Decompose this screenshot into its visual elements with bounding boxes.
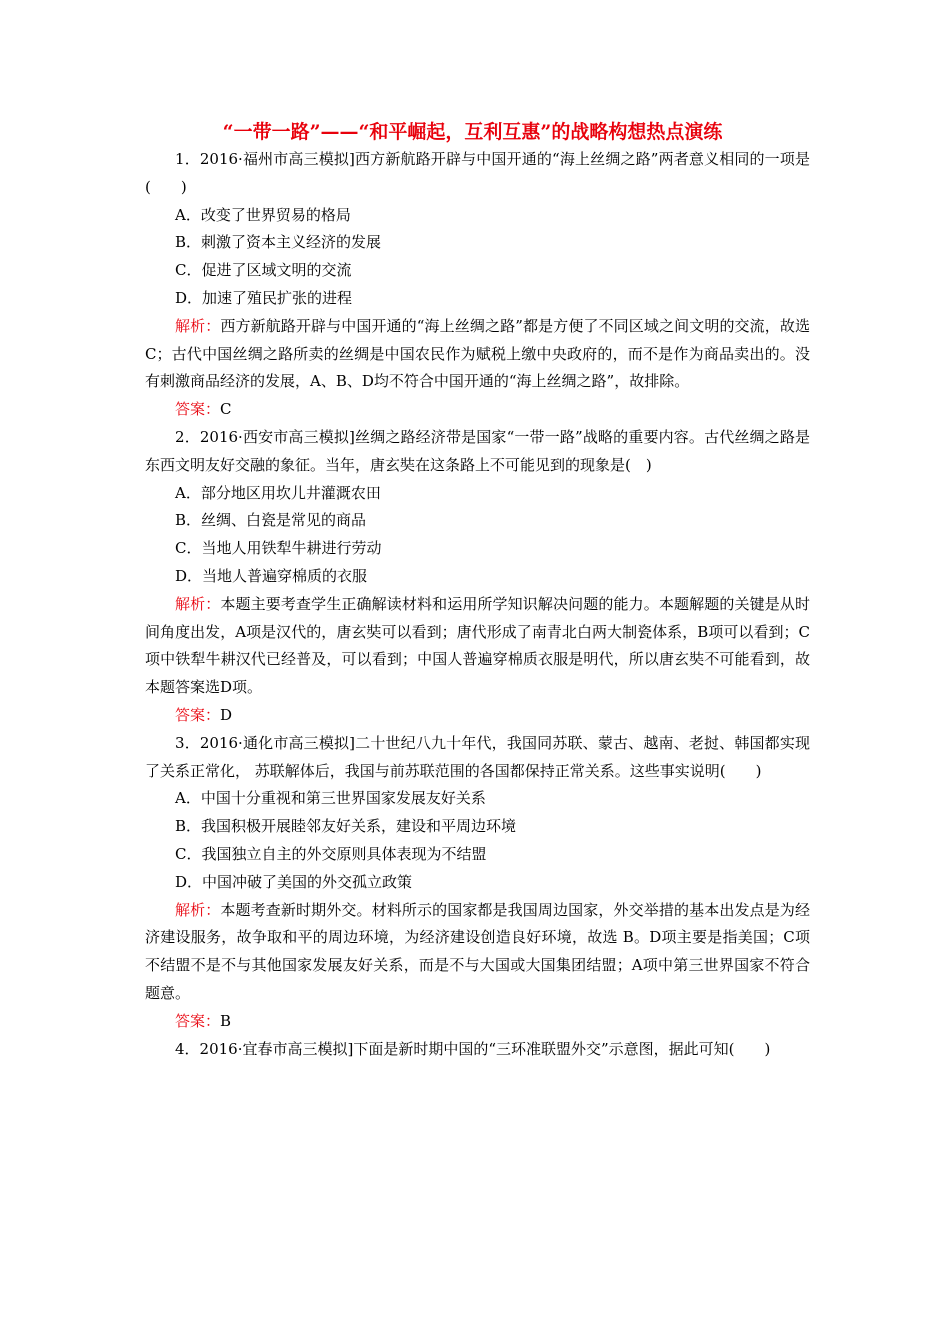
question-stem: 1．2016·福州市高三模拟]西方新航路开辟与中国开通的“海上丝绸之路”两者意义相同的一项是( ): [145, 150, 810, 196]
question-4: [145, 1036, 810, 1064]
answer-label: 答案：: [175, 400, 221, 419]
analysis-label: 解析：: [175, 594, 221, 613]
document-title: “一带一路”——“和平崛起，互利互惠”的战略构想热点演练: [222, 121, 723, 143]
option-b: B．丝绸、白瓷是常见的商品: [175, 511, 367, 530]
answer-value: C: [220, 400, 232, 419]
analysis-paragraph: [145, 897, 810, 1008]
question-3: [145, 730, 810, 1036]
option-c: C．当地人用铁犁牛耕进行劳动: [175, 539, 382, 558]
question-stem: 4．2016·宜春市高三模拟]下面是新时期中国的“三环准联盟外交”示意图，据此可知( ): [175, 1039, 771, 1058]
analysis-paragraph: [145, 591, 810, 702]
analysis-text: 本题考查新时期外交。材料所示的国家都是我国周边国家，外交举措的基本出发点是为经济建设服务，故争取和平的周边环境，为经济建设创造良好环境，故选 B。D项主要是指美国；C项不结盟不是不与其他国家发展友好关系，而是不与大国或大国集团结盟；A项中第三世界国家不符合题意。: [145, 900, 810, 1002]
analysis-label: 解析：: [175, 900, 221, 919]
analysis-label: 解析：: [175, 316, 221, 335]
option-b: B．我国积极开展睦邻友好关系，建设和平周边环境: [175, 817, 517, 836]
option-a: A．部分地区用坎儿井灌溉农田: [175, 483, 381, 502]
answer-line: [145, 1008, 810, 1036]
answer-label: 答案：: [175, 705, 221, 724]
question-stem: 2．2016·西安市高三模拟]丝绸之路经济带是国家“一带一路”战略的重要内容。古代丝绸之路是东西文明友好交融的象征。当年，唐玄奘在这条路上不可能见到的现象是( ): [145, 427, 810, 474]
analysis-paragraph: [145, 313, 810, 396]
option-d: D．加速了殖民扩张的进程: [175, 288, 353, 307]
option-a: A．中国十分重视和第三世界国家发展友好关系: [175, 789, 486, 808]
option-b: B．刺激了资本主义经济的发展: [175, 233, 382, 252]
question-1: [145, 146, 810, 424]
answer-label: 答案：: [175, 1011, 221, 1030]
analysis-text: 西方新航路开辟与中国开通的“海上丝绸之路”都是方便了不同区域之间文明的交流，故选C；古代中国丝绸之路所卖的丝绸是中国农民作为赋税上缴中央政府的，而不是作为商品卖出的。没有刺激商品经济的发展，A、B、D均不符合中国开通的“海上丝绸之路”，故排除。: [145, 316, 810, 391]
option-d: D．中国冲破了美国的外交孤立政策: [175, 872, 413, 891]
answer-value: D: [220, 705, 233, 724]
option-a: A．改变了世界贸易的格局: [175, 205, 351, 224]
option-d: D．当地人普遍穿棉质的衣服: [175, 566, 368, 585]
answer-line: [145, 396, 810, 424]
option-c: C．促进了区域文明的交流: [175, 261, 352, 280]
answer-value: B: [220, 1011, 232, 1030]
answer-line: [145, 702, 810, 730]
question-stem: 3．2016·通化市高三模拟]二十世纪八九十年代，我国同苏联、蒙古、越南、老挝、韩国都实现了关系正常化， 苏联解体后，我国与前苏联范围的各国都保持正常关系。这些事实说明( ): [145, 733, 810, 780]
option-c: C．我国独立自主的外交原则具体表现为不结盟: [175, 844, 487, 863]
document-content: [145, 118, 810, 1063]
question-2: [145, 424, 810, 730]
analysis-text: 本题主要考查学生正确解读材料和运用所学知识解决问题的能力。本题解题的关键是从时间角度出发，A项是汉代的，唐玄奘可以看到；唐代形成了南青北白两大制瓷体系，B项可以看到；C项中铁犁牛耕汉代已经普及，可以看到；中国人普遍穿棉质衣服是明代，所以唐玄奘不可能看到，故本题答案选D项。: [145, 594, 810, 697]
